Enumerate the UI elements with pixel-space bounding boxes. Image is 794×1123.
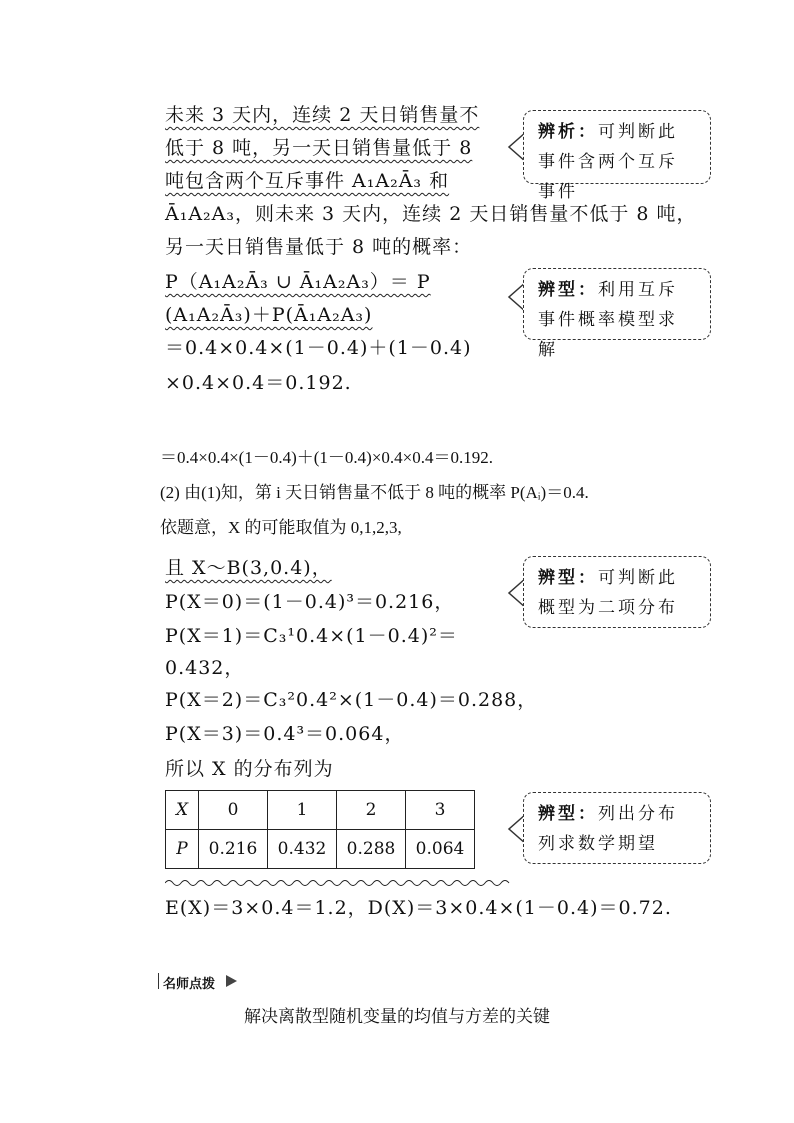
prob-line-3: P(X＝3)＝0.4³＝0.064，: [165, 723, 405, 745]
tip-label: 名师点拨: [163, 977, 216, 992]
possible-values: 依题意，X 的可能取值为 0,1,2,3,: [160, 518, 402, 537]
annotation-label: 辨型：: [538, 804, 598, 824]
table-header-cell: 1: [268, 791, 337, 830]
table-header-cell: X: [166, 791, 199, 830]
tip-title: 解决离散型随机变量的均值与方差的关键: [244, 1007, 550, 1027]
part2-intro: (2) 由(1)知，第 i 天日销售量不低于 8 吨的概率 P(Aᵢ)＝0.4.: [160, 483, 589, 502]
summary-line: ＝0.4×0.4×(1－0.4)＋(1－0.4)×0.4×0.4＝0.192.: [160, 448, 493, 467]
table-row: [166, 830, 475, 869]
table-cell: P: [166, 830, 199, 869]
annotation-text: 列出分布列求数学期望: [538, 804, 678, 854]
solution-line-1: 未来 3 天内，连续 2 天日销售量不: [165, 104, 480, 126]
annotation-text: 可判断此事件含两个互斥事件: [538, 122, 678, 202]
table-row: [166, 791, 475, 830]
table-header-cell: 3: [406, 791, 475, 830]
table-cell: 0.216: [199, 830, 268, 869]
table-header-cell: 2: [337, 791, 406, 830]
solution-line-9: ×0.4×0.4＝0.192.: [165, 372, 352, 394]
annotation-label: 辨析：: [538, 122, 598, 142]
tip-bar: [158, 973, 159, 989]
table-cell: 0.432: [268, 830, 337, 869]
table-header-cell: 0: [199, 791, 268, 830]
solution-line-5: 另一天日销售量低于 8 吨的概率：: [165, 236, 473, 258]
annotation-binomial: [523, 556, 711, 628]
annotation-expectation: [523, 792, 711, 864]
annotation-label: 辨型：: [538, 280, 598, 300]
solution-line-2: 低于 8 吨，另一天日销售量低于 8: [165, 137, 473, 159]
distribution-table: [165, 790, 475, 869]
solution-line-3: 吨包含两个互斥事件 A₁A₂Ā₃ 和: [165, 170, 450, 192]
table-cell: 0.064: [406, 830, 475, 869]
prob-line-1: P(X＝1)＝C₃¹0.4×(1－0.4)²＝: [165, 625, 458, 647]
prob-line-2: P(X＝2)＝C₃²0.4²×(1－0.4)＝0.288，: [165, 689, 538, 711]
binomial-line: 且 X～B(3,0.4)，: [165, 557, 332, 579]
expectation-variance: E(X)＝3×0.4＝1.2，D(X)＝3×0.4×(1－0.4)＝0.72.: [165, 897, 672, 919]
table-cell: 0.288: [337, 830, 406, 869]
prob-line-1b: 0.432，: [165, 657, 245, 679]
solution-line-6: P（A₁A₂Ā₃ ∪ Ā₁A₂A₃）＝ P: [165, 271, 431, 293]
wavy-divider: [165, 878, 510, 888]
solution-line-4: Ā₁A₂A₃，则未来 3 天内，连续 2 天日销售量不低于 8 吨，: [165, 203, 697, 225]
annotation-text: 可判断此概型为二项分布: [538, 568, 678, 618]
annotation-analysis: [523, 110, 711, 202]
triangle-right-icon: [226, 975, 237, 987]
annotation-label: 辨型：: [538, 568, 598, 588]
prob-line-0: P(X＝0)＝(1－0.4)³＝0.216，: [165, 591, 455, 613]
distribution-intro: 所以 X 的分布列为: [165, 758, 334, 780]
annotation-type: [523, 268, 711, 360]
solution-line-7: (A₁A₂Ā₃)＋P(Ā₁A₂A₃): [165, 304, 373, 326]
annotation-text: 利用互斥事件概率模型求解: [538, 280, 678, 360]
solution-line-8: ＝0.4×0.4×(1－0.4)＋(1－0.4): [165, 337, 472, 359]
